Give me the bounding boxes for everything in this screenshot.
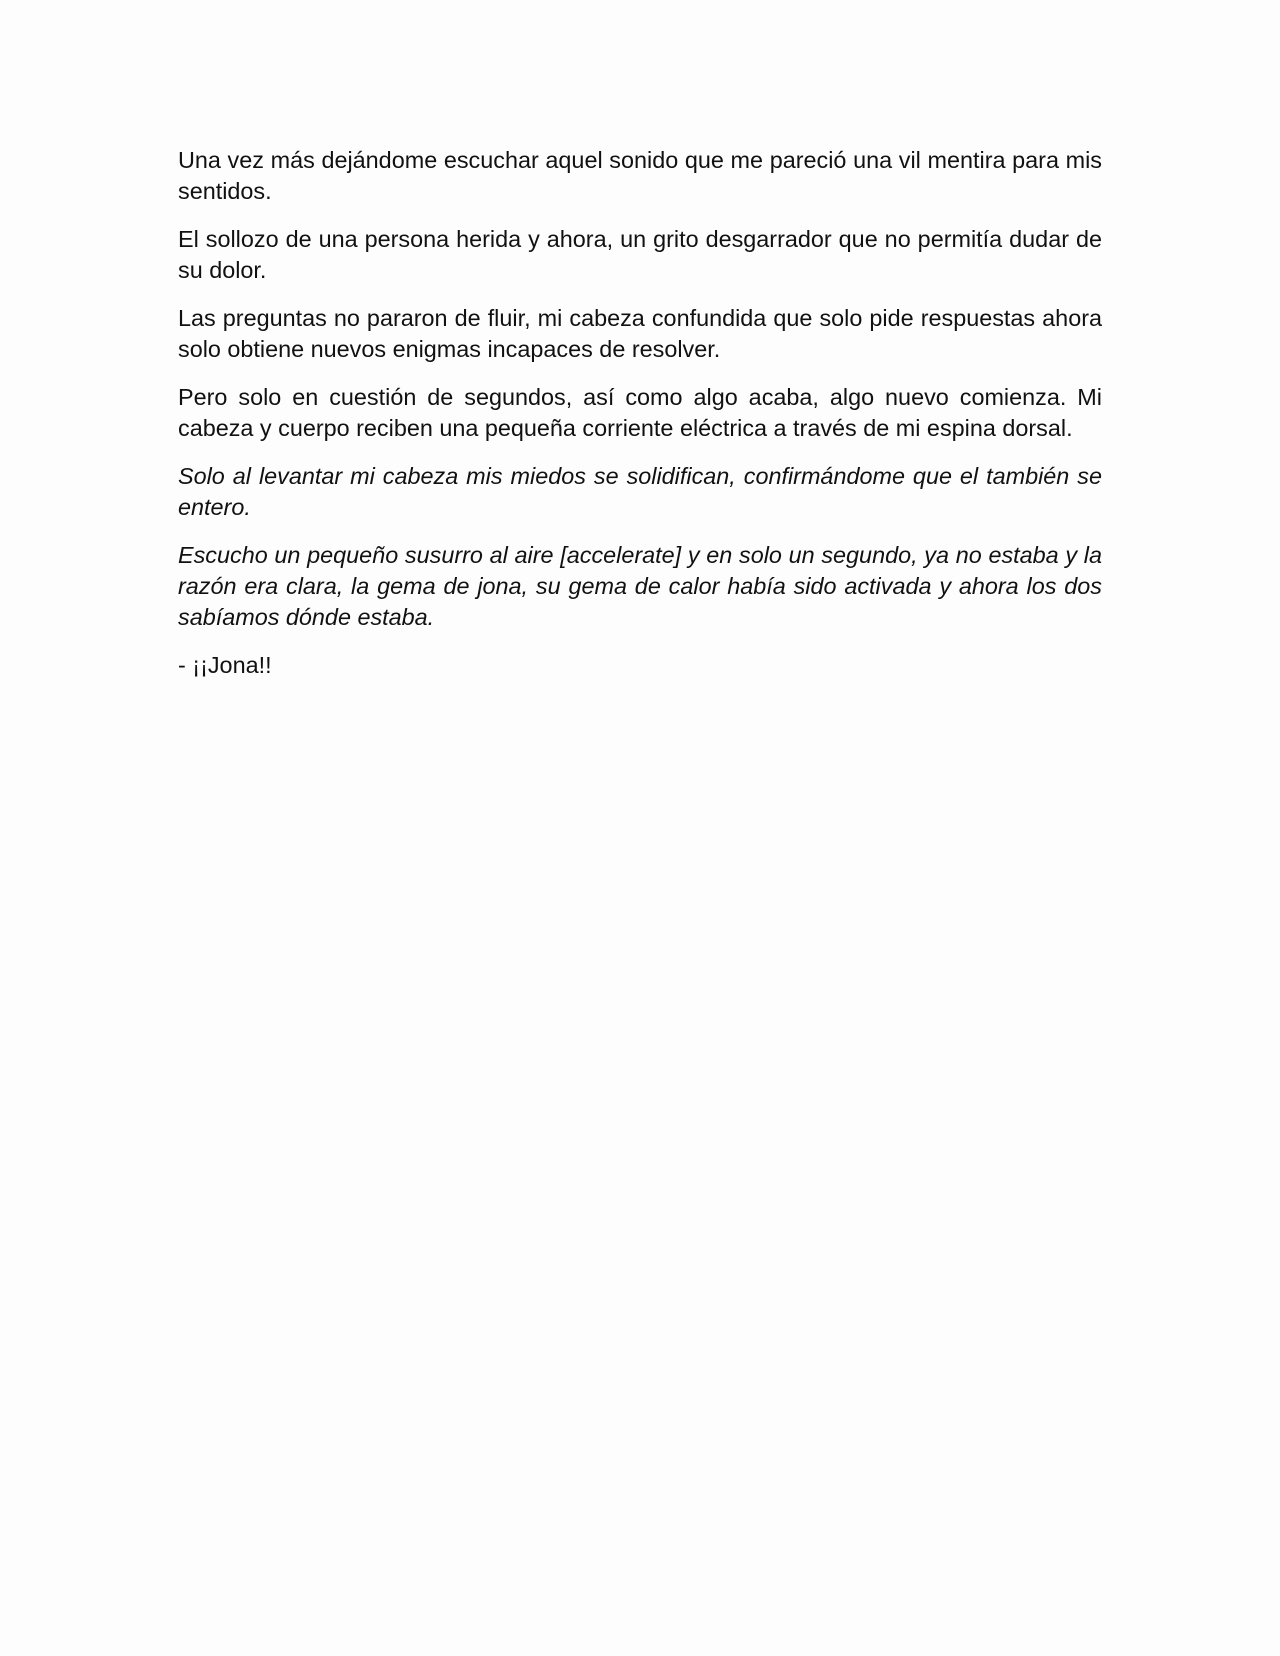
document-body: [178, 145, 1102, 698]
dialogue-line: - ¡¡Jona!!: [178, 652, 272, 678]
paragraph-2: El sollozo de una persona herida y ahora, un grito desgarrador que no permitía dudar de su dolor.: [178, 226, 1102, 283]
paragraph-1: Una vez más dejándome escuchar aquel sonido que me pareció una vil mentira para mis sentidos.: [178, 147, 1102, 204]
paragraph-5-italic: Solo al levantar mi cabeza mis miedos se solidifican, confirmándome que el también se entero.: [178, 463, 1102, 520]
paragraph-4: Pero solo en cuestión de segundos, así como algo acaba, algo nuevo comienza. Mi cabeza y cuerpo reciben una pequeña corriente eléctrica a través de mi espina dorsal.: [178, 384, 1102, 441]
paragraph-3: Las preguntas no pararon de fluir, mi cabeza confundida que solo pide respuestas ahora solo obtiene nuevos enigmas incapaces de resolver.: [178, 305, 1102, 362]
paragraph-6-italic: Escucho un pequeño susurro al aire [accelerate] y en solo un segundo, ya no estaba y la razón era clara, la gema de jona, su gema de calor había sido activada y ahora los dos sabíamos dónde estaba.: [178, 542, 1102, 630]
